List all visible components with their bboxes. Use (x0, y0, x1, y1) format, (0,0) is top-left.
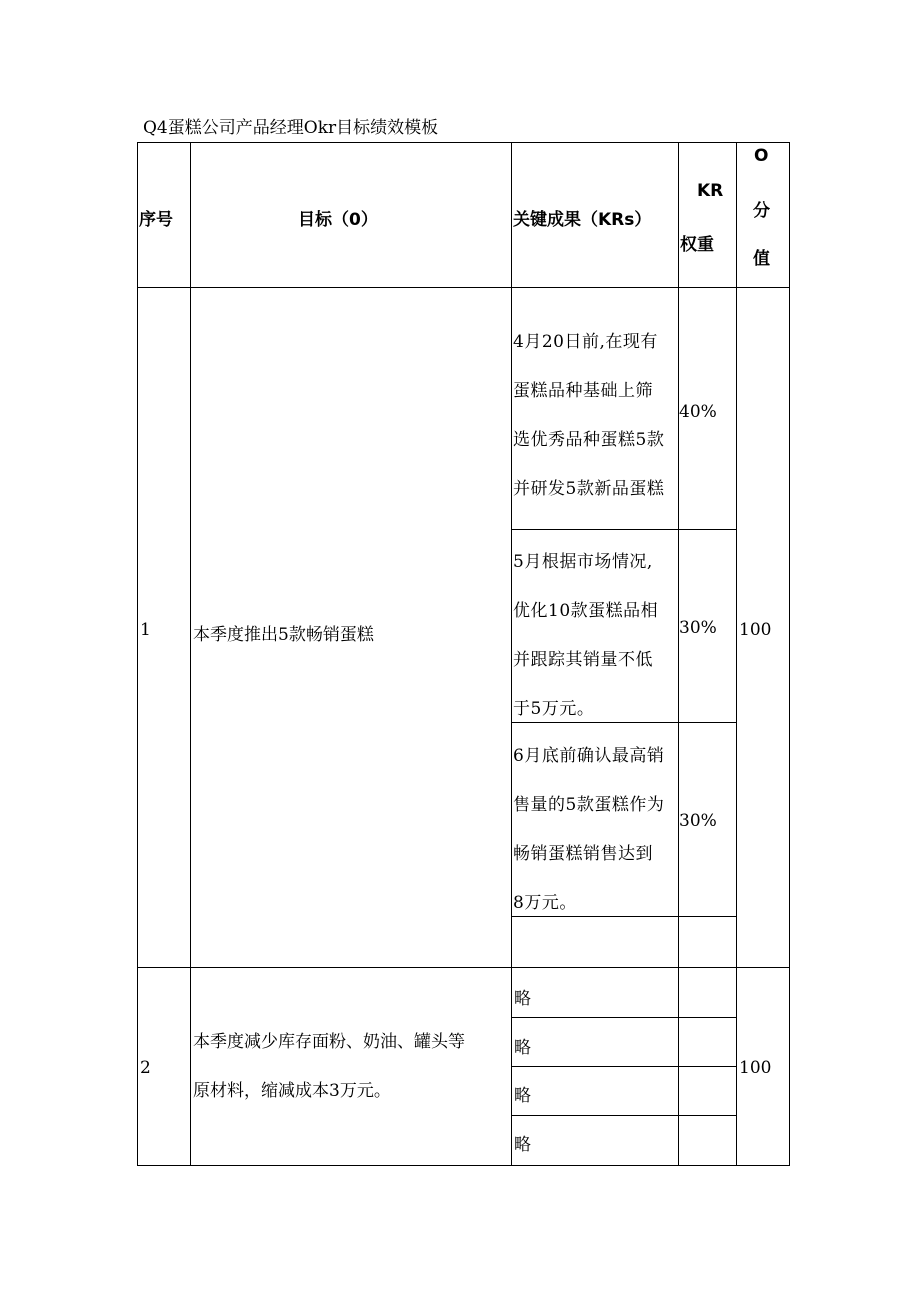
row2-seq: 2 (140, 1058, 151, 1078)
kr-line: 5月根据市场情况, (513, 552, 653, 572)
row1-kr1-weight: 40% (679, 402, 717, 422)
header-kr-weight-line1: KR (697, 181, 724, 201)
col-divider-2 (511, 142, 512, 1166)
row1-bottom-line (137, 967, 790, 968)
row1-score: 100 (739, 620, 772, 640)
row1-seq: 1 (140, 620, 151, 640)
kr-line: 于5万元。 (513, 699, 595, 719)
col-divider-4 (736, 142, 737, 1166)
row1-kr1 (513, 318, 678, 514)
kr-line: 畅销蛋糕销售达到 (513, 844, 653, 864)
row2-objective (193, 1018, 465, 1116)
header-objective: 目标（0） (298, 210, 378, 230)
kr-line: 4月20日前,在现有 (513, 332, 658, 352)
header-o-score-line2: 分 (753, 201, 770, 221)
kr-separator (511, 1115, 737, 1116)
header-bottom-line (137, 287, 790, 288)
row1-kr3-weight: 30% (679, 811, 717, 831)
col-divider-3 (678, 142, 679, 968)
row1-kr2 (513, 538, 678, 734)
header-kr-weight-line2: 权重 (680, 235, 714, 255)
table-border-left (137, 142, 138, 1166)
header-seq: 序号 (139, 210, 173, 230)
kr-line: 售量的5款蛋糕作为 (513, 795, 665, 815)
kr-separator (511, 1017, 737, 1018)
kr-line: 并研发5款新品蛋糕 (513, 479, 665, 499)
row1-objective: 本季度推出5款畅销蛋糕 (193, 625, 374, 645)
kr-line: 8万元。 (513, 893, 577, 913)
kr-line: 并跟踪其销量不低 (513, 650, 653, 670)
row2-kr3: 略 (514, 1086, 531, 1106)
col-divider-1 (190, 142, 191, 1166)
kr-separator (511, 1066, 737, 1067)
kr-line: 6月底前确认最高销 (513, 746, 665, 766)
table-border-bottom (137, 1165, 790, 1166)
table-border-top (137, 142, 790, 143)
kr-separator (511, 529, 737, 530)
header-o-score-line3: 值 (753, 249, 770, 269)
kr-line: 蛋糕品种基础上筛 (513, 381, 653, 401)
header-o-score-line1: O (754, 146, 769, 166)
row2-kr4: 略 (514, 1135, 531, 1155)
row1-kr2-weight: 30% (679, 618, 717, 638)
header-key-results: 关键成果（KRs） (513, 210, 652, 230)
kr-line: 选优秀品种蛋糕5款 (513, 430, 665, 450)
objective-line: 本季度减少库存面粉、奶油、罐头等 (193, 1032, 465, 1052)
row2-kr2: 略 (514, 1038, 531, 1058)
document-title: Q4蛋糕公司产品经理Okr目标绩效模板 (143, 118, 439, 138)
row2-score: 100 (739, 1058, 772, 1078)
kr-line: 优化10款蛋糕品相 (513, 601, 659, 621)
table-border-right (789, 142, 790, 1166)
row2-kr1: 略 (514, 989, 531, 1009)
objective-line: 原材料，缩减成本3万元。 (193, 1081, 391, 1101)
row1-kr3 (513, 732, 678, 928)
